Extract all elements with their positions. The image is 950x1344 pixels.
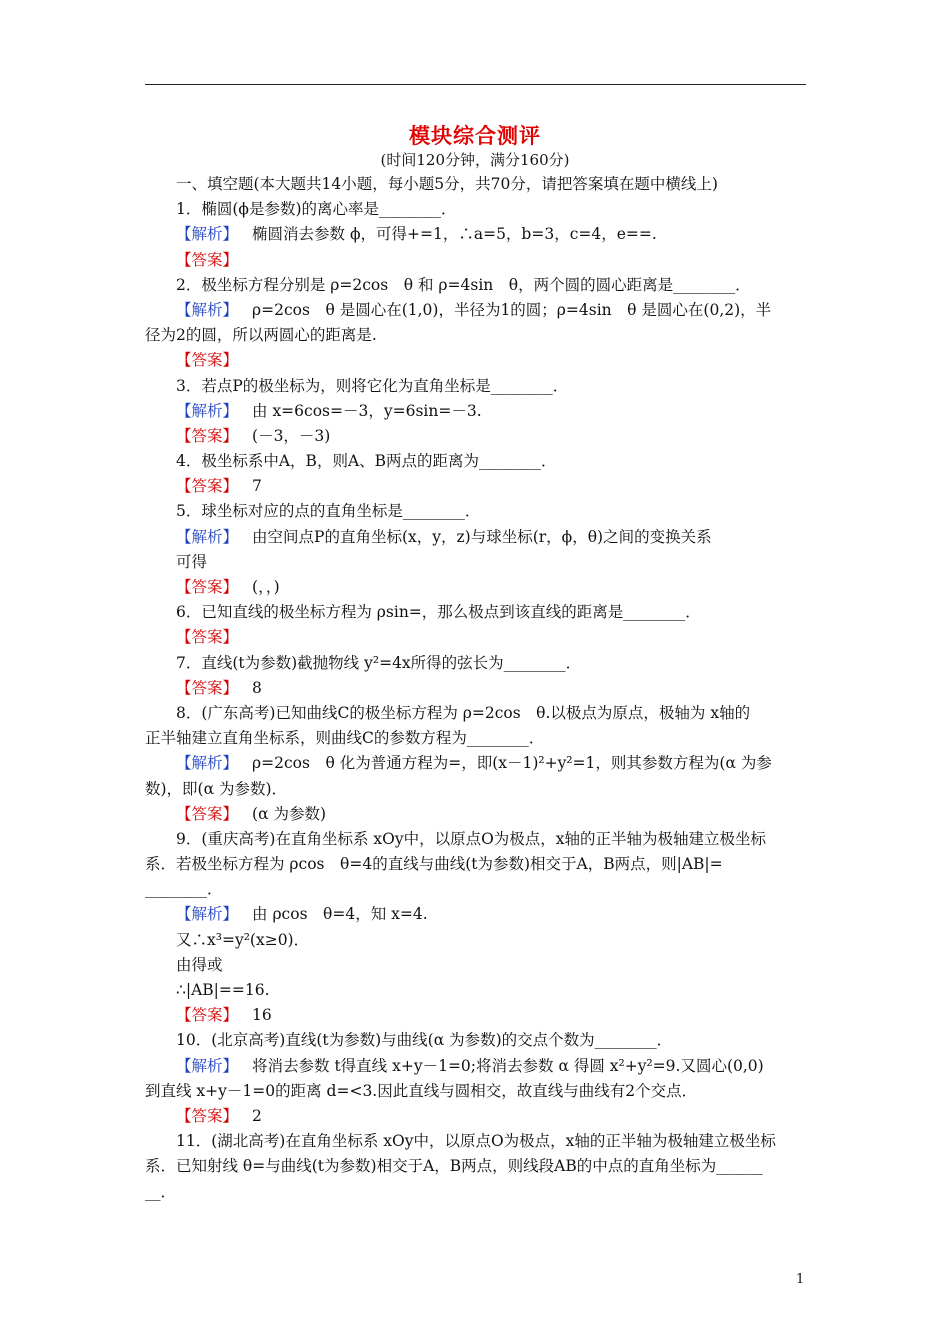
- page-title: 模块综合测评: [409, 123, 541, 148]
- document-body: [145, 172, 807, 1205]
- analysis-9-cont-1: 又∴x³=y²(x≥0)．: [176, 930, 310, 949]
- analysis-8-cont: 数)，即(α 为参数)．: [145, 779, 288, 798]
- analysis-1: 【解析】 椭圆消去参数 ϕ，可得+=1，∴a=5，b=3，c=4，e==.: [176, 225, 657, 244]
- question-9: 9．(重庆高考)在直角坐标系 xOy中，以原点O为极点，x轴的正半轴为极轴建立极坐标: [176, 829, 767, 848]
- analysis-2-cont: 径为2的圆，所以两圆心的距离是.: [145, 326, 377, 345]
- analysis-8: 【解析】 ρ=2cos θ 化为普通方程为=，即(x－1)²+y²=1，则其参数方程为(α 为参: [176, 754, 772, 773]
- section-heading: 一、填空题(本大题共14小题，每小题5分，共70分，请把答案填在题中横线上): [176, 175, 718, 193]
- question-7: 7．直线(t为参数)截抛物线 y²=4x所得的弦长为________．: [176, 653, 582, 672]
- answer-8: 【答案】 (α 为参数): [176, 804, 327, 823]
- analysis-9: 【解析】 由 ρcos θ=4，知 x=4.: [176, 905, 428, 924]
- question-3: 3．若点P的极坐标为，则将它化为直角坐标是________．: [176, 376, 569, 395]
- analysis-10: 【解析】 将消去参数 t得直线 x+y－1=0;将消去参数 α 得圆 x²+y²=9.又圆心(0,0): [176, 1056, 764, 1075]
- analysis-3: 【解析】 由 x=6cos=－3，y=6sin=－3.: [176, 401, 482, 420]
- analysis-5: 【解析】 由空间点P的直角坐标(x，y，z)与球坐标(r，ϕ，θ)之间的变换关系: [176, 527, 712, 546]
- header-rule: [145, 84, 806, 85]
- question-8: 8．(广东高考)已知曲线C的极坐标方程为 ρ=2cos θ.以极点为原点，极轴为 x轴的: [176, 703, 751, 722]
- page-subtitle: (时间120分钟，满分160分): [380, 151, 570, 169]
- question-9-blank: ________．: [145, 880, 223, 899]
- question-11: 11．(湖北高考)在直角坐标系 xOy中，以原点O为极点，x轴的正半轴为极轴建立极坐标: [176, 1132, 776, 1151]
- answer-5: 【答案】 (，，): [176, 578, 280, 596]
- question-6: 6．已知直线的极坐标方程为 ρsin=，那么极点到该直线的距离是________．: [176, 603, 701, 622]
- page-number: 1: [796, 1272, 805, 1287]
- analysis-2: 【解析】 ρ=2cos θ 是圆心在(1,0)，半径为1的圆；ρ=4sin θ 是圆心在(0,2)，半: [176, 300, 772, 319]
- analysis-5-cont: 可得: [176, 552, 208, 571]
- question-11-blank: __．: [145, 1182, 177, 1201]
- answer-9: 【答案】 16: [176, 1006, 272, 1025]
- analysis-9-cont-2: 由得或: [176, 955, 223, 974]
- question-5: 5．球坐标对应的点的直角坐标是________．: [176, 502, 481, 521]
- question-11-cont: 系．已知射线 θ=与曲线(t为参数)相交于A，B两点，则线段AB的中点的直角坐标为______: [145, 1157, 763, 1176]
- question-9-cont: 系．若极坐标方程为 ρcos θ=4的直线与曲线(t为参数)相交于A，B两点，则|AB|=: [145, 855, 723, 874]
- answer-7: 【答案】 8: [176, 678, 262, 697]
- answer-4: 【答案】 7: [176, 477, 262, 496]
- question-8-cont: 正半轴建立直角坐标系，则曲线C的参数方程为________．: [145, 729, 545, 748]
- answer-6: 【答案】: [176, 628, 239, 647]
- analysis-10-cont: 到直线 x+y－1=0的距离 d=<3.因此直线与圆相交，故直线与曲线有2个交点．: [145, 1081, 698, 1100]
- analysis-9-cont-3: ∴|AB|==16.: [176, 981, 270, 999]
- question-4: 4．极坐标系中A，B，则A、B两点的距离为________．: [176, 452, 557, 471]
- answer-1: 【答案】: [176, 250, 239, 269]
- question-2: 2．极坐标方程分别是 ρ=2cos θ 和 ρ=4sin θ，两个圆的圆心距离是________．: [176, 275, 751, 294]
- question-10: 10．(北京高考)直线(t为参数)与曲线(α 为参数)的交点个数为________．: [176, 1031, 673, 1050]
- question-1: 1．椭圆(ϕ是参数)的离心率是________．: [176, 200, 457, 219]
- answer-3: 【答案】 (－3，－3): [176, 426, 331, 445]
- answer-10: 【答案】 2: [176, 1106, 262, 1125]
- answer-2: 【答案】: [176, 351, 239, 370]
